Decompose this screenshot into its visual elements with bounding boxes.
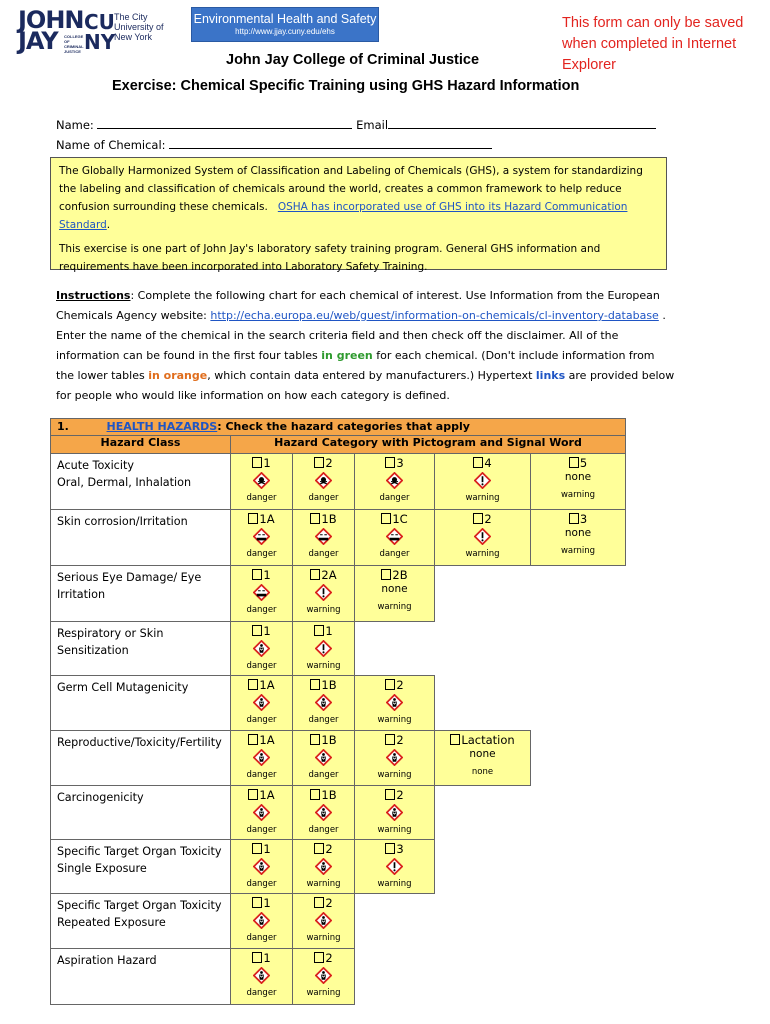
- category-checkbox[interactable]: [231, 512, 292, 526]
- email-field[interactable]: [388, 116, 656, 129]
- category-label: 1: [263, 568, 271, 582]
- checkbox-square[interactable]: [385, 457, 395, 468]
- corrosion-icon: [253, 584, 270, 601]
- hazard-category-cell: [355, 840, 435, 894]
- checkbox-square[interactable]: [310, 569, 320, 580]
- hazard-category-cell: [231, 840, 293, 894]
- hazard-row: [51, 949, 626, 1005]
- empty-cell: [435, 622, 531, 676]
- category-label: 1C: [392, 512, 408, 526]
- empty-cell: [435, 566, 531, 622]
- category-label: 1A: [259, 678, 275, 692]
- category-label: 1B: [321, 512, 337, 526]
- category-checkbox[interactable]: [355, 456, 434, 470]
- category-label: 2: [396, 733, 404, 747]
- corrosion-icon: [253, 528, 270, 545]
- no-pictogram-text: none: [381, 583, 408, 595]
- checkbox-square[interactable]: [314, 897, 324, 908]
- hazard-category-cell: [355, 510, 435, 566]
- checkbox-square[interactable]: [314, 843, 324, 854]
- checkbox-square[interactable]: [314, 457, 324, 468]
- health-hazard-icon: [253, 858, 270, 875]
- hazard-category-cell: [231, 566, 293, 622]
- cuny-logo-letters: CU NY: [84, 10, 116, 54]
- category-checkbox[interactable]: [293, 512, 354, 526]
- category-checkbox[interactable]: [531, 512, 625, 526]
- instructions-label: Instructions: [56, 289, 131, 302]
- signal-word: warning: [377, 602, 412, 612]
- category-label: 2: [484, 512, 492, 526]
- signal-word: warning: [377, 715, 412, 725]
- empty-cell: [435, 949, 531, 1005]
- health-hazard-icon: [315, 912, 332, 929]
- category-checkbox[interactable]: [231, 788, 292, 802]
- category-checkbox[interactable]: [435, 733, 530, 747]
- instructions-text-3: for each chemical. (Don't include information from the lower tables: [56, 349, 655, 382]
- category-checkbox[interactable]: [293, 568, 354, 582]
- ghs-info-box: [50, 157, 667, 273]
- category-label: 2: [325, 896, 333, 910]
- exclamation-icon: [315, 640, 332, 657]
- category-checkbox[interactable]: [435, 456, 530, 470]
- checkbox-square[interactable]: [473, 457, 483, 468]
- signal-word: warning: [377, 770, 412, 780]
- checkbox-square[interactable]: [385, 843, 395, 854]
- empty-cell: [531, 676, 626, 731]
- signal-word: warning: [465, 493, 500, 503]
- category-label: 1: [263, 896, 271, 910]
- checkbox-square[interactable]: [248, 513, 258, 524]
- checkbox-square[interactable]: [450, 734, 460, 745]
- empty-cell: [531, 566, 626, 622]
- category-checkbox[interactable]: [231, 733, 292, 747]
- in-green-text: in green: [321, 349, 373, 362]
- hazard-row: [51, 840, 626, 894]
- checkbox-square[interactable]: [252, 625, 262, 636]
- signal-word: danger: [246, 605, 277, 615]
- checkbox-square[interactable]: [310, 789, 320, 800]
- hazard-category-cell: [355, 731, 435, 786]
- hazard-category-cell: [435, 454, 531, 510]
- exclamation-icon: [386, 858, 403, 875]
- hazard-class-name: Respiratory or Skin Sensitization: [51, 622, 231, 676]
- instructions-text-1: : Complete the following chart for each chemical of interest. Use Information from the European Chemicals Agency website:: [56, 289, 660, 322]
- category-label: 1: [263, 456, 271, 470]
- category-label: 5: [579, 456, 588, 470]
- name-label: Name:: [56, 118, 94, 132]
- exercise-title: Exercise: Chemical Specific Training using GHS Hazard Information: [112, 78, 580, 94]
- health-hazards-table: [50, 418, 626, 1005]
- section-header: [51, 419, 626, 436]
- category-checkbox[interactable]: [293, 788, 354, 802]
- hazard-category-cell: [231, 676, 293, 731]
- category-checkbox[interactable]: [231, 624, 292, 638]
- hazard-class-name: Specific Target Organ Toxicity Repeated Exposure: [51, 894, 231, 949]
- email-label: Email: [356, 118, 389, 132]
- signal-word: danger: [308, 493, 339, 503]
- signal-word: danger: [246, 549, 277, 559]
- checkbox-square[interactable]: [385, 789, 395, 800]
- category-checkbox[interactable]: [293, 456, 354, 470]
- hazard-class-header: Hazard Class: [51, 436, 231, 454]
- signal-word: warning: [560, 546, 596, 556]
- instructions-text-4: , which contain data entered by manufacturers.) Hypertext: [207, 369, 536, 382]
- corrosion-icon: [315, 528, 332, 545]
- no-pictogram-text: none: [564, 527, 592, 539]
- category-label: 1: [263, 624, 271, 638]
- chemical-label: Name of Chemical:: [56, 138, 166, 152]
- category-label: 1A: [259, 788, 275, 802]
- hazard-category-cell: [231, 622, 293, 676]
- checkbox-square[interactable]: [252, 569, 262, 580]
- category-checkbox[interactable]: [355, 733, 434, 747]
- category-label: 1B: [321, 733, 337, 747]
- category-label: 2: [325, 951, 333, 965]
- category-checkbox[interactable]: [231, 568, 292, 582]
- checkbox-square[interactable]: [381, 569, 391, 580]
- health-hazard-icon: [315, 749, 332, 766]
- signal-word: warning: [465, 549, 500, 559]
- category-label: 1A: [259, 512, 275, 526]
- category-checkbox[interactable]: [355, 788, 434, 802]
- links-text: links: [535, 369, 566, 382]
- signal-word: danger: [246, 879, 277, 889]
- health-hazard-icon: [253, 640, 270, 657]
- hazard-row: [51, 622, 626, 676]
- john-jay-logo-subtext: COLLEGE OF CRIMINAL JUSTICE: [64, 34, 84, 54]
- health-hazard-icon: [253, 967, 270, 984]
- hazard-class-name: Skin corrosion/Irritation: [51, 510, 231, 566]
- empty-cell: [435, 786, 531, 840]
- hazard-row: [51, 894, 626, 949]
- hazard-category-cell: [355, 786, 435, 840]
- signal-word: danger: [379, 493, 410, 503]
- category-checkbox[interactable]: [293, 733, 354, 747]
- signal-word: danger: [246, 933, 277, 943]
- skull-icon: [253, 472, 270, 489]
- john-jay-logo: [18, 6, 84, 58]
- checkbox-square[interactable]: [252, 843, 262, 854]
- health-hazard-icon: [315, 694, 332, 711]
- health-hazard-icon: [253, 749, 270, 766]
- checkbox-square[interactable]: [310, 679, 320, 690]
- hazard-class-name: Serious Eye Damage/ Eye Irritation: [51, 566, 231, 622]
- hazard-row: [51, 454, 626, 510]
- empty-cell: [435, 894, 531, 949]
- signal-word: danger: [246, 825, 277, 835]
- hazard-category-cell: [293, 510, 355, 566]
- category-label: 1B: [321, 788, 337, 802]
- signal-word: warning: [306, 988, 341, 998]
- exclamation-icon: [474, 472, 491, 489]
- instructions-text-2: . Enter the name of the chemical in the search criteria field and then check off the disclaimer. All of the information can be found in the first four tables: [56, 309, 666, 362]
- empty-cell: [531, 786, 626, 840]
- hazard-category-header: Hazard Category with Pictogram and Signal Word: [231, 436, 626, 454]
- signal-word: warning: [306, 661, 341, 671]
- health-hazard-icon: [315, 858, 332, 875]
- skull-icon: [315, 472, 332, 489]
- category-checkbox[interactable]: [355, 568, 434, 582]
- category-checkbox[interactable]: [293, 951, 354, 965]
- category-checkbox[interactable]: [231, 842, 292, 856]
- college-name: John Jay College of Criminal Justice: [226, 52, 480, 68]
- health-hazard-icon: [253, 694, 270, 711]
- health-hazard-icon: [386, 804, 403, 821]
- hazard-category-cell: [355, 676, 435, 731]
- signal-word: danger: [308, 549, 339, 559]
- category-label: 1B: [321, 678, 337, 692]
- hazard-class-name: Acute Toxicity Oral, Dermal, Inhalation: [51, 454, 231, 510]
- john-jay-logo-text: JOHN JAY: [18, 6, 84, 55]
- category-label: 3: [579, 512, 588, 526]
- section-header-row: [51, 419, 626, 436]
- category-checkbox[interactable]: [355, 512, 434, 526]
- category-label: 3: [396, 456, 404, 470]
- name-field[interactable]: [97, 116, 352, 129]
- category-checkbox[interactable]: [293, 624, 354, 638]
- hazard-category-cell: [231, 894, 293, 949]
- chemical-row: [56, 136, 492, 152]
- checkbox-square[interactable]: [252, 952, 262, 963]
- hazard-category-cell: [293, 566, 355, 622]
- signal-word: warning: [560, 490, 596, 500]
- hazard-row: [51, 510, 626, 566]
- ghs-info-text: The Globally Harmonized System of Classification and Labeling of Chemicals (GHS), a system for standardizing the labeling and classification of chemicals around the world, creates a common framework to help reduce confusion surrounding these chemicals.: [59, 165, 643, 213]
- empty-cell: [355, 949, 435, 1005]
- checkbox-square[interactable]: [385, 734, 395, 745]
- checkbox-square[interactable]: [473, 513, 483, 524]
- hazard-row: [51, 676, 626, 731]
- no-pictogram-text: none: [564, 471, 592, 483]
- empty-cell: [435, 676, 531, 731]
- health-hazard-icon: [315, 804, 332, 821]
- signal-word: danger: [246, 770, 277, 780]
- signal-word: danger: [246, 493, 277, 503]
- category-checkbox[interactable]: [435, 512, 530, 526]
- health-hazard-icon: [253, 804, 270, 821]
- corrosion-icon: [386, 528, 403, 545]
- category-checkbox[interactable]: [293, 678, 354, 692]
- checkbox-square[interactable]: [252, 897, 262, 908]
- exclamation-icon: [315, 584, 332, 601]
- hazard-category-cell: [531, 454, 626, 510]
- hazard-class-name: Aspiration Hazard: [51, 949, 231, 1005]
- signal-word: danger: [308, 770, 339, 780]
- hazard-category-cell: [293, 731, 355, 786]
- health-hazard-icon: [386, 749, 403, 766]
- health-hazards-link[interactable]: HEALTH HAZARDS: [106, 420, 218, 433]
- hazard-row: [51, 786, 626, 840]
- hazard-category-cell: [231, 454, 293, 510]
- ehs-banner-title: Environmental Health and Safety: [193, 12, 377, 26]
- category-checkbox[interactable]: [293, 842, 354, 856]
- ehs-banner[interactable]: [191, 7, 379, 42]
- checkbox-square[interactable]: [310, 734, 320, 745]
- column-header-row: [51, 436, 626, 454]
- hazard-category-cell: [355, 454, 435, 510]
- hazard-class-name: Reproductive/Toxicity/Fertility: [51, 731, 231, 786]
- signal-word: warning: [377, 879, 412, 889]
- empty-cell: [355, 622, 435, 676]
- hazard-rows: [51, 454, 626, 1005]
- signal-word: danger: [308, 825, 339, 835]
- checkbox-square[interactable]: [248, 734, 258, 745]
- category-label: 2: [396, 788, 404, 802]
- hazard-category-cell: [293, 454, 355, 510]
- hazard-category-cell: [231, 786, 293, 840]
- category-label: 1A: [259, 733, 275, 747]
- checkbox-square[interactable]: [569, 457, 579, 468]
- category-checkbox[interactable]: [355, 842, 434, 856]
- ie-save-note: This form can only be saved when completed in Internet Explorer: [562, 15, 744, 73]
- category-label: 1: [263, 842, 271, 856]
- checkbox-square[interactable]: [385, 679, 395, 690]
- checkbox-square[interactable]: [569, 513, 579, 524]
- empty-cell: [531, 840, 626, 894]
- signal-word: danger: [246, 988, 277, 998]
- hazard-category-cell: [293, 949, 355, 1005]
- empty-cell: [435, 840, 531, 894]
- checkbox-square[interactable]: [381, 513, 391, 524]
- hazard-category-cell: [435, 731, 531, 786]
- category-label: 3: [396, 842, 404, 856]
- category-checkbox[interactable]: [231, 678, 292, 692]
- category-checkbox[interactable]: [531, 456, 625, 470]
- signal-word: warning: [306, 933, 341, 943]
- signal-word: none: [471, 767, 494, 777]
- empty-cell: [531, 622, 626, 676]
- echa-database-link[interactable]: http://echa.europa.eu/web/guest/information-on-chemicals/cl-inventory-database: [210, 309, 659, 322]
- cuny-logo-text: The City University of New York: [114, 12, 164, 42]
- section-instruction: : Check the hazard categories that apply: [217, 420, 470, 433]
- empty-cell: [531, 894, 626, 949]
- hazard-category-cell: [231, 510, 293, 566]
- training-info-paragraph: This exercise is one part of John Jay's laboratory safety training program. General GHS information and requirements have been incorporated into Laboratory Safety Training.: [59, 243, 601, 273]
- health-hazard-icon: [386, 694, 403, 711]
- checkbox-square[interactable]: [310, 513, 320, 524]
- ehs-banner-url[interactable]: http://www.jjay.cuny.edu/ehs: [235, 27, 335, 36]
- category-label: 2A: [321, 568, 337, 582]
- signal-word: danger: [379, 549, 410, 559]
- category-label: 4: [484, 456, 492, 470]
- signal-word: warning: [306, 879, 341, 889]
- in-orange-text: in orange: [148, 369, 208, 382]
- category-label: 2B: [392, 568, 408, 582]
- hazard-class-name: Germ Cell Mutagenicity: [51, 676, 231, 731]
- category-label: 2: [325, 842, 333, 856]
- category-checkbox[interactable]: [231, 896, 292, 910]
- no-pictogram-text: none: [469, 748, 496, 760]
- cuny-logo: [84, 12, 168, 58]
- category-checkbox[interactable]: [293, 896, 354, 910]
- hazard-class-name: Carcinogenicity: [51, 786, 231, 840]
- hazard-category-cell: [293, 786, 355, 840]
- hazard-class-name: Specific Target Organ Toxicity Single Exposure: [51, 840, 231, 894]
- checkbox-square[interactable]: [314, 625, 324, 636]
- category-label: 1: [325, 624, 333, 638]
- hazard-category-cell: [293, 676, 355, 731]
- ghs-info-paragraph: The Globally Harmonized System of Classification and Labeling of Chemicals (GHS), a system for standardizing the labeling and classification of chemicals around the world, creates a common framework to help reduce confusion surrounding these chemicals. OSHA has incorporated use of GHS into its Hazard Communication Standard.: [59, 165, 643, 231]
- empty-cell: [355, 894, 435, 949]
- health-hazard-icon: [253, 912, 270, 929]
- signal-word: danger: [308, 715, 339, 725]
- instructions-text-5: are provided below for people who would like information on how each category is defined.: [56, 369, 675, 402]
- signal-word: warning: [306, 605, 341, 615]
- category-label: 2: [396, 678, 404, 692]
- empty-cell: [531, 949, 626, 1005]
- hazard-category-cell: [293, 622, 355, 676]
- category-checkbox[interactable]: [231, 951, 292, 965]
- checkbox-square[interactable]: [248, 679, 258, 690]
- name-email-row: [56, 116, 656, 132]
- hazard-category-cell: [231, 731, 293, 786]
- category-checkbox[interactable]: [231, 456, 292, 470]
- checkbox-square[interactable]: [252, 457, 262, 468]
- category-label: 2: [325, 456, 333, 470]
- hazard-row: [51, 731, 626, 786]
- signal-word: danger: [246, 715, 277, 725]
- category-label: Lactation: [461, 733, 515, 747]
- instructions-paragraph: [56, 286, 676, 406]
- hazard-category-cell: [435, 510, 531, 566]
- category-label: 1: [263, 951, 271, 965]
- hazard-category-cell: [293, 894, 355, 949]
- hazard-row: [51, 566, 626, 622]
- exclamation-icon: [474, 528, 491, 545]
- checkbox-square[interactable]: [314, 952, 324, 963]
- category-checkbox[interactable]: [355, 678, 434, 692]
- empty-cell: [531, 731, 626, 786]
- checkbox-square[interactable]: [248, 789, 258, 800]
- hazard-category-cell: [531, 510, 626, 566]
- section-number: 1.: [57, 420, 69, 433]
- osha-ghs-link[interactable]: OSHA has incorporated use of GHS into its Hazard Communication Standard: [59, 201, 628, 231]
- hazard-category-cell: [293, 840, 355, 894]
- signal-word: warning: [377, 825, 412, 835]
- skull-icon: [386, 472, 403, 489]
- hazard-category-cell: [231, 949, 293, 1005]
- signal-word: danger: [246, 661, 277, 671]
- hazard-category-cell: [355, 566, 435, 622]
- health-hazard-icon: [315, 967, 332, 984]
- chemical-field[interactable]: [169, 136, 492, 149]
